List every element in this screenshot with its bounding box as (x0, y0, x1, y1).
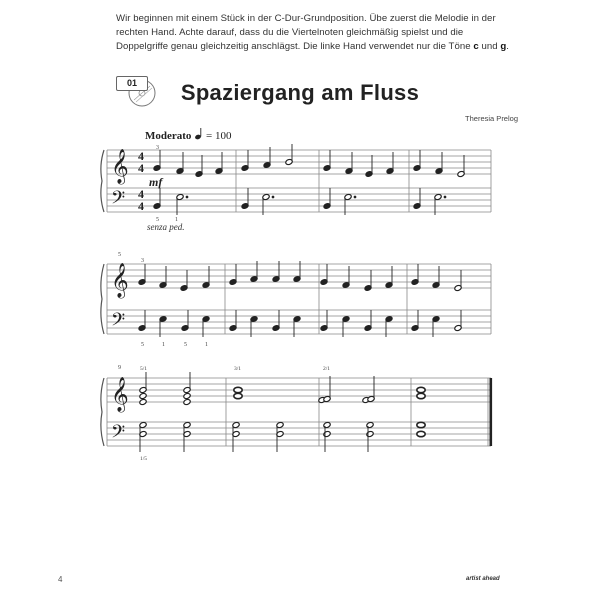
fingering-lh-2c: 5 (184, 342, 187, 348)
measure-number-5: 5 (118, 252, 121, 258)
lh-system-2 (138, 310, 462, 337)
treble-clef-icon: 𝄞 (111, 377, 129, 412)
svg-text:4: 4 (138, 187, 144, 201)
fingering-lh-2a: 5 (141, 342, 144, 348)
svg-text:4: 4 (138, 161, 144, 175)
fingering-lh-1b: 1 (175, 217, 178, 223)
page-number: 4 (58, 575, 63, 584)
final-barline (490, 378, 493, 446)
tempo-marking: Moderato (145, 130, 192, 142)
bass-clef-icon: 𝄢 (111, 422, 126, 447)
dynamic-marking: mf (149, 175, 163, 189)
fingering-rh-3a: 5/1 (140, 366, 148, 372)
bass-clef-icon: 𝄢 (111, 310, 126, 335)
system-1 (107, 150, 491, 212)
intro-text: Wir beginnen mit einem Stück in der C-Dur-Grundposition. Übe zuerst die Melodie in der rechten Hand. Achte darauf, dass du die Viertelnoten gleichmäßig spielst und die Doppelgriffe genau gleichzeitig anschlägst. Die linke Hand verwendet nur die Töne (116, 13, 496, 53)
fingering-lh-3: 1/5 (140, 456, 148, 462)
rh-measure-3 (323, 150, 394, 177)
lh-system-1 (153, 188, 446, 215)
fingering-rh-2: 3 (141, 258, 144, 264)
intro-text-and: und (478, 41, 501, 53)
fingering-lh-2d: 1 (205, 342, 208, 348)
system-3 (107, 378, 491, 446)
rh-measure-1 (153, 150, 223, 177)
rh-measure-4 (413, 150, 465, 177)
track-number-badge: 01 (116, 76, 148, 91)
svg-text:4: 4 (138, 199, 144, 213)
intro-text-end: . (506, 41, 509, 53)
quarter-note-icon (194, 128, 201, 140)
bass-clef-icon: 𝄢 (111, 188, 126, 213)
composer-name: Theresia Prelog (465, 114, 518, 123)
note-c: c (473, 41, 479, 53)
time-signature (138, 149, 144, 213)
tempo-value: = 100 (206, 130, 232, 142)
fingering-lh-1a: 5 (156, 217, 159, 223)
treble-clef-icon: 𝄞 (111, 263, 129, 298)
lh-system-3 (139, 422, 425, 452)
rh-system-3 (139, 372, 425, 405)
pedal-marking: senza ped. (147, 222, 185, 232)
piece-title: Spaziergang am Fluss (180, 80, 420, 105)
fingering-rh-3c: 2/1 (323, 366, 331, 372)
svg-text:4: 4 (138, 149, 144, 163)
treble-clef-icon: 𝄞 (111, 149, 129, 184)
fingering-rh-3b: 3/1 (234, 366, 242, 372)
rh-measure-2 (241, 144, 293, 171)
fingering-rh-1: 3 (156, 145, 159, 151)
measure-number-9: 9 (118, 365, 121, 371)
note-g: g (500, 41, 507, 53)
publisher-logo: artist ahead (466, 576, 500, 582)
fingering-lh-2b: 1 (162, 342, 165, 348)
